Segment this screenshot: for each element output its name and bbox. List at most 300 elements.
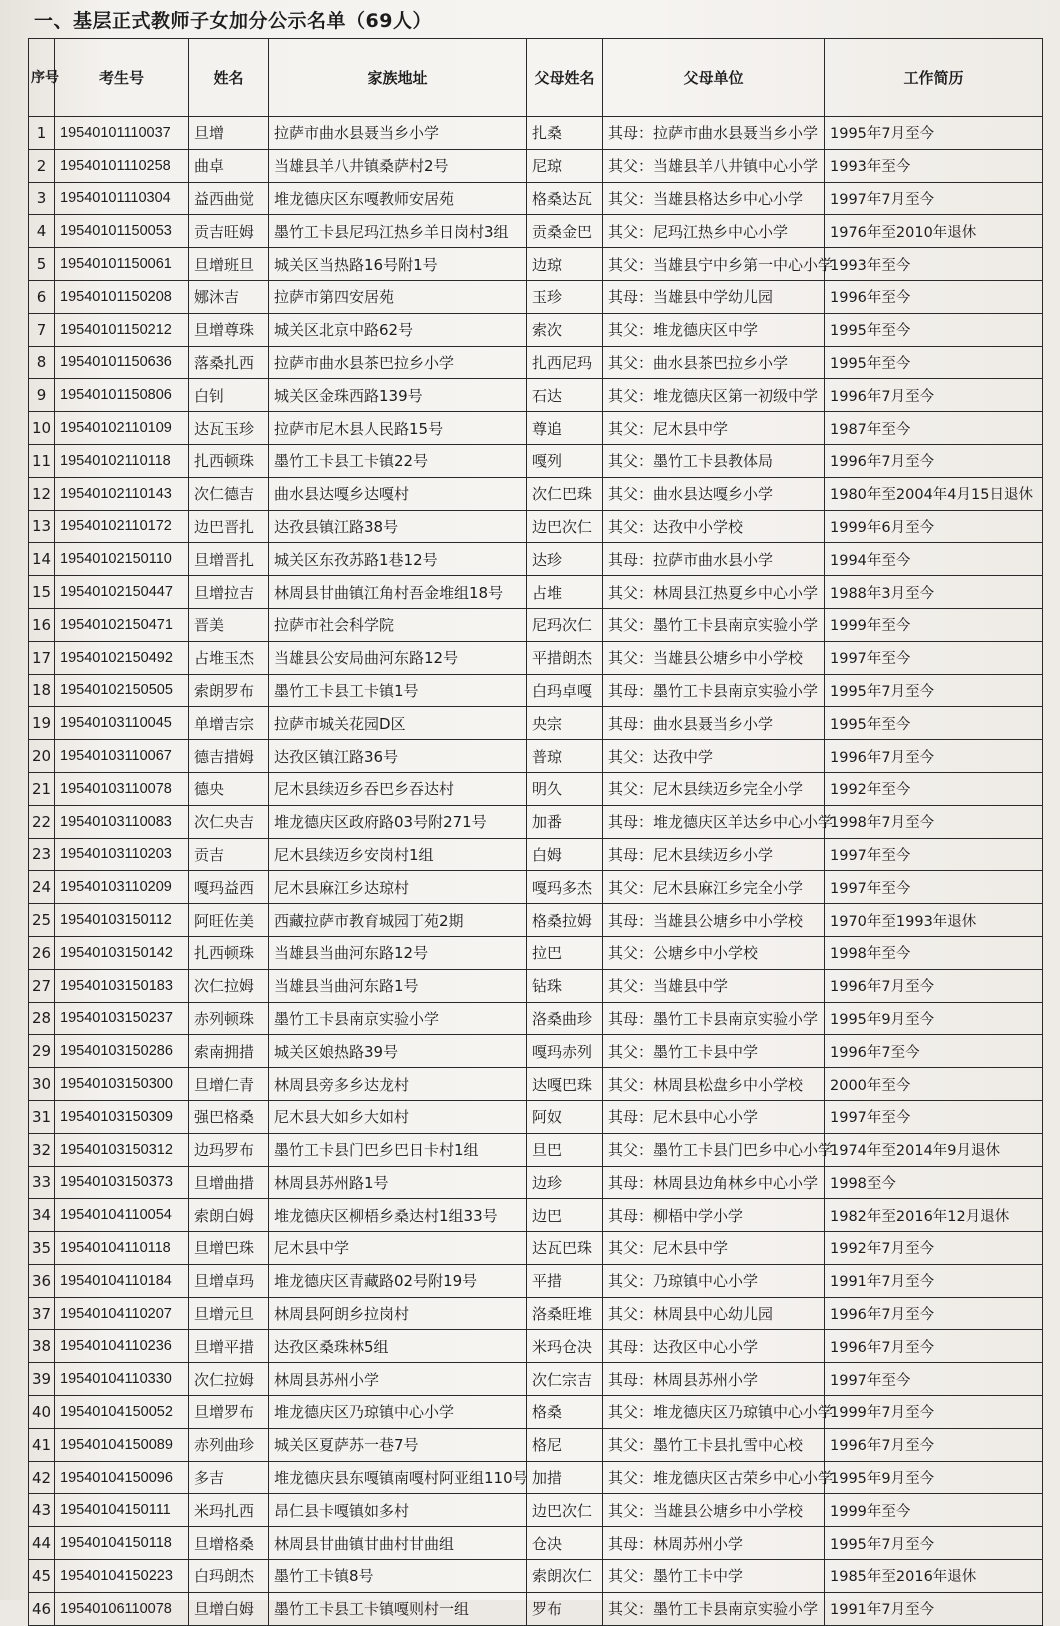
cell-parent-unit: 其父：曲水县达嘎乡小学 xyxy=(603,477,825,510)
cell-name: 次仁拉姆 xyxy=(189,1363,269,1396)
cell-parent-name: 嘎玛赤列 xyxy=(527,1035,603,1068)
cell-exam-id: 19540102150110 xyxy=(55,543,189,576)
cell-parent-unit: 其父：墨竹工卡中学 xyxy=(603,1560,825,1593)
cell-work-history: 1999年6月至今 xyxy=(825,510,1043,543)
cell-seq: 28 xyxy=(29,1002,55,1035)
cell-seq: 6 xyxy=(29,280,55,313)
cell-parent-name: 边巴 xyxy=(527,1199,603,1232)
cell-address: 曲水县达嘎乡达嘎村 xyxy=(269,477,527,510)
cell-parent-name: 贡桑金巴 xyxy=(527,215,603,248)
cell-name: 扎西顿珠 xyxy=(189,444,269,477)
cell-seq: 21 xyxy=(29,772,55,805)
cell-name: 娜沐吉 xyxy=(189,280,269,313)
cell-parent-name: 达嘎巴珠 xyxy=(527,1068,603,1101)
cell-seq: 29 xyxy=(29,1035,55,1068)
cell-address: 尼木县续迈乡安岗村1组 xyxy=(269,838,527,871)
cell-parent-name: 玉珍 xyxy=(527,280,603,313)
cell-exam-id: 19540104150223 xyxy=(55,1560,189,1593)
cell-name: 阿旺佐美 xyxy=(189,904,269,937)
cell-address: 当雄县公安局曲河东路12号 xyxy=(269,641,527,674)
cell-parent-name: 平措 xyxy=(527,1264,603,1297)
cell-exam-id: 19540103150142 xyxy=(55,936,189,969)
cell-seq: 11 xyxy=(29,444,55,477)
table-row xyxy=(29,740,1043,773)
cell-name: 占堆玉杰 xyxy=(189,641,269,674)
table-row xyxy=(29,346,1043,379)
cell-parent-unit: 其父：当雄县宁中乡第一中心小学 xyxy=(603,248,825,281)
cell-parent-name: 达瓦巴珠 xyxy=(527,1232,603,1265)
table-row xyxy=(29,772,1043,805)
cell-seq: 27 xyxy=(29,969,55,1002)
cell-work-history: 1970年至1993年退休 xyxy=(825,904,1043,937)
cell-name: 旦增白姆 xyxy=(189,1592,269,1625)
cell-address: 城关区娘热路39号 xyxy=(269,1035,527,1068)
cell-address: 墨竹工卡县门巴乡巴日卡村1组 xyxy=(269,1133,527,1166)
cell-name: 旦增巴珠 xyxy=(189,1232,269,1265)
cell-work-history: 1996年7月至今 xyxy=(825,1330,1043,1363)
cell-work-history: 1992年7月至今 xyxy=(825,1232,1043,1265)
table-row xyxy=(29,1068,1043,1101)
cell-name: 旦增罗布 xyxy=(189,1396,269,1429)
cell-address: 林周县阿朗乡拉岗村 xyxy=(269,1297,527,1330)
cell-exam-id: 19540103110209 xyxy=(55,871,189,904)
cell-name: 边玛罗布 xyxy=(189,1133,269,1166)
cell-name: 德吉措姆 xyxy=(189,740,269,773)
table-row xyxy=(29,1527,1043,1560)
cell-seq: 38 xyxy=(29,1330,55,1363)
cell-exam-id: 19540101150212 xyxy=(55,313,189,346)
cell-exam-id: 19540104110330 xyxy=(55,1363,189,1396)
cell-address: 墨竹工卡县工卡镇1号 xyxy=(269,674,527,707)
cell-parent-name: 达珍 xyxy=(527,543,603,576)
cell-address: 林周县苏州小学 xyxy=(269,1363,527,1396)
cell-exam-id: 19540104150096 xyxy=(55,1461,189,1494)
cell-address: 城关区北京中路62号 xyxy=(269,313,527,346)
cell-seq: 14 xyxy=(29,543,55,576)
cell-address: 堆龙德庆区政府路03号附271号 xyxy=(269,805,527,838)
cell-name: 强巴格桑 xyxy=(189,1100,269,1133)
cell-parent-name: 索次 xyxy=(527,313,603,346)
cell-name: 落桑扎西 xyxy=(189,346,269,379)
cell-work-history: 1997年至今 xyxy=(825,1363,1043,1396)
cell-work-history: 1992年至今 xyxy=(825,772,1043,805)
cell-parent-name: 占堆 xyxy=(527,576,603,609)
cell-parent-unit: 其父：当雄县公塘乡中小学校 xyxy=(603,1494,825,1527)
cell-address: 林周县旁多乡达龙村 xyxy=(269,1068,527,1101)
cell-exam-id: 19540101150806 xyxy=(55,379,189,412)
cell-address: 达孜县镇江路38号 xyxy=(269,510,527,543)
cell-name: 达瓦玉珍 xyxy=(189,412,269,445)
cell-seq: 39 xyxy=(29,1363,55,1396)
cell-exam-id: 19540102110109 xyxy=(55,412,189,445)
table-row xyxy=(29,1199,1043,1232)
cell-seq: 25 xyxy=(29,904,55,937)
cell-seq: 40 xyxy=(29,1396,55,1429)
cell-address: 西藏拉萨市教育城园丁苑2期 xyxy=(269,904,527,937)
header-parent-unit: 父母单位 xyxy=(603,39,825,117)
cell-exam-id: 19540102150505 xyxy=(55,674,189,707)
cell-parent-unit: 其母：当雄县中学幼儿园 xyxy=(603,280,825,313)
cell-work-history: 1996年7月至今 xyxy=(825,444,1043,477)
table-row xyxy=(29,969,1043,1002)
cell-work-history: 1993年至今 xyxy=(825,149,1043,182)
cell-address: 墨竹工卡县工卡镇22号 xyxy=(269,444,527,477)
table-row xyxy=(29,805,1043,838)
cell-name: 旦增平措 xyxy=(189,1330,269,1363)
table-row xyxy=(29,444,1043,477)
cell-parent-unit: 其母：尼木县续迈乡小学 xyxy=(603,838,825,871)
cell-work-history: 1974年至2014年9月退休 xyxy=(825,1133,1043,1166)
cell-seq: 22 xyxy=(29,805,55,838)
cell-parent-unit: 其父：墨竹工卡县教体局 xyxy=(603,444,825,477)
cell-name: 旦增 xyxy=(189,117,269,150)
cell-exam-id: 19540102110143 xyxy=(55,477,189,510)
cell-work-history: 1988年3月至今 xyxy=(825,576,1043,609)
cell-name: 曲卓 xyxy=(189,149,269,182)
cell-work-history: 1991年7月至今 xyxy=(825,1592,1043,1625)
cell-work-history: 1998至今 xyxy=(825,1166,1043,1199)
cell-parent-name: 索朗次仁 xyxy=(527,1560,603,1593)
table-row xyxy=(29,477,1043,510)
cell-seq: 16 xyxy=(29,608,55,641)
cell-address: 堆龙德庆县东嘎镇南嘎村阿亚组110号 xyxy=(269,1461,527,1494)
cell-seq: 34 xyxy=(29,1199,55,1232)
table-row xyxy=(29,1100,1043,1133)
table-row xyxy=(29,215,1043,248)
cell-parent-unit: 其父：尼木县麻江乡完全小学 xyxy=(603,871,825,904)
cell-parent-unit: 其父：当雄县中学 xyxy=(603,969,825,1002)
cell-work-history: 1998年至今 xyxy=(825,936,1043,969)
cell-seq: 2 xyxy=(29,149,55,182)
cell-address: 林周县苏州路1号 xyxy=(269,1166,527,1199)
cell-seq: 42 xyxy=(29,1461,55,1494)
cell-seq: 20 xyxy=(29,740,55,773)
cell-work-history: 1997年至今 xyxy=(825,1100,1043,1133)
cell-name: 扎西顿珠 xyxy=(189,936,269,969)
cell-seq: 41 xyxy=(29,1428,55,1461)
cell-parent-name: 白玛卓嘎 xyxy=(527,674,603,707)
cell-parent-unit: 其母：林周县苏州小学 xyxy=(603,1363,825,1396)
cell-exam-id: 19540103150237 xyxy=(55,1002,189,1035)
cell-work-history: 1994年至今 xyxy=(825,543,1043,576)
cell-address: 达孜区镇江路36号 xyxy=(269,740,527,773)
cell-address: 墨竹工卡县工卡镇嘎则村一组 xyxy=(269,1592,527,1625)
table-row xyxy=(29,1297,1043,1330)
cell-exam-id: 19540104110236 xyxy=(55,1330,189,1363)
cell-name: 旦增元旦 xyxy=(189,1297,269,1330)
table-row xyxy=(29,1330,1043,1363)
cell-parent-name: 格尼 xyxy=(527,1428,603,1461)
cell-work-history: 1982年至2016年12月退休 xyxy=(825,1199,1043,1232)
header-exam-id: 考生号 xyxy=(55,39,189,117)
cell-work-history: 1993年至今 xyxy=(825,248,1043,281)
cell-seq: 44 xyxy=(29,1527,55,1560)
cell-parent-name: 拉巴 xyxy=(527,936,603,969)
cell-name: 嘎玛益西 xyxy=(189,871,269,904)
cell-address: 城关区金珠西路139号 xyxy=(269,379,527,412)
cell-name: 旦增尊珠 xyxy=(189,313,269,346)
header-parent-name: 父母姓名 xyxy=(527,39,603,117)
cell-work-history: 1985年至2016年退休 xyxy=(825,1560,1043,1593)
cell-address: 当雄县当曲河东路12号 xyxy=(269,936,527,969)
table-row xyxy=(29,707,1043,740)
cell-exam-id: 19540103110203 xyxy=(55,838,189,871)
cell-parent-name: 加番 xyxy=(527,805,603,838)
cell-exam-id: 19540102150492 xyxy=(55,641,189,674)
cell-name: 索朗白姆 xyxy=(189,1199,269,1232)
cell-parent-unit: 其父：堆龙德庆区中学 xyxy=(603,313,825,346)
table-row xyxy=(29,641,1043,674)
cell-exam-id: 19540103110045 xyxy=(55,707,189,740)
cell-parent-unit: 其母：拉萨市曲水县小学 xyxy=(603,543,825,576)
table-row xyxy=(29,674,1043,707)
cell-work-history: 1999年至今 xyxy=(825,1494,1043,1527)
cell-parent-unit: 其母：墨竹工卡县南京实验小学 xyxy=(603,1002,825,1035)
cell-parent-name: 边珍 xyxy=(527,1166,603,1199)
cell-exam-id: 19540101110304 xyxy=(55,182,189,215)
cell-parent-unit: 其母：曲水县聂当乡小学 xyxy=(603,707,825,740)
cell-parent-unit: 其父：尼木县中学 xyxy=(603,412,825,445)
table-row xyxy=(29,182,1043,215)
table-header-row xyxy=(29,39,1043,117)
cell-address: 达孜区桑珠林5组 xyxy=(269,1330,527,1363)
cell-parent-name: 格桑 xyxy=(527,1396,603,1429)
cell-seq: 18 xyxy=(29,674,55,707)
cell-parent-unit: 其父：尼木县续迈乡完全小学 xyxy=(603,772,825,805)
cell-seq: 30 xyxy=(29,1068,55,1101)
cell-work-history: 1995年7月至今 xyxy=(825,117,1043,150)
cell-address: 堆龙德庆区柳梧乡桑达村1组33号 xyxy=(269,1199,527,1232)
cell-parent-name: 边巴次仁 xyxy=(527,510,603,543)
cell-parent-unit: 其父：当雄县羊八井镇中心小学 xyxy=(603,149,825,182)
cell-parent-unit: 其母：墨竹工卡县南京实验小学 xyxy=(603,674,825,707)
cell-seq: 24 xyxy=(29,871,55,904)
table-row xyxy=(29,608,1043,641)
cell-parent-unit: 其父：当雄县格达乡中心小学 xyxy=(603,182,825,215)
cell-address: 拉萨市第四安居苑 xyxy=(269,280,527,313)
cell-name: 赤列曲珍 xyxy=(189,1428,269,1461)
cell-work-history: 1996年7月至今 xyxy=(825,1297,1043,1330)
cell-parent-unit: 其母：当雄县公塘乡中小学校 xyxy=(603,904,825,937)
cell-address: 拉萨市社会科学院 xyxy=(269,608,527,641)
cell-parent-name: 旦巴 xyxy=(527,1133,603,1166)
cell-address: 堆龙德庆区乃琼镇中心小学 xyxy=(269,1396,527,1429)
cell-parent-name: 央宗 xyxy=(527,707,603,740)
cell-seq: 36 xyxy=(29,1264,55,1297)
cell-seq: 19 xyxy=(29,707,55,740)
cell-exam-id: 19540103110067 xyxy=(55,740,189,773)
cell-exam-id: 19540101150061 xyxy=(55,248,189,281)
cell-name: 次仁拉姆 xyxy=(189,969,269,1002)
cell-exam-id: 19540103110083 xyxy=(55,805,189,838)
cell-seq: 46 xyxy=(29,1592,55,1625)
cell-parent-name: 边巴次仁 xyxy=(527,1494,603,1527)
table-row xyxy=(29,510,1043,543)
cell-parent-unit: 其父：墨竹工卡县门巴乡中心小学 xyxy=(603,1133,825,1166)
cell-address: 当雄县羊八井镇桑萨村2号 xyxy=(269,149,527,182)
table-row xyxy=(29,1002,1043,1035)
cell-seq: 33 xyxy=(29,1166,55,1199)
cell-exam-id: 19540101150636 xyxy=(55,346,189,379)
cell-work-history: 1995年9月至今 xyxy=(825,1002,1043,1035)
cell-name: 旦增卓玛 xyxy=(189,1264,269,1297)
cell-work-history: 1999年7月至今 xyxy=(825,1396,1043,1429)
cell-address: 墨竹工卡县尼玛江热乡羊日岗村3组 xyxy=(269,215,527,248)
cell-parent-unit: 其母：柳梧中学小学 xyxy=(603,1199,825,1232)
cell-address: 拉萨市曲水县聂当乡小学 xyxy=(269,117,527,150)
cell-parent-name: 尼琼 xyxy=(527,149,603,182)
cell-exam-id: 19540102110172 xyxy=(55,510,189,543)
cell-exam-id: 19540103150286 xyxy=(55,1035,189,1068)
cell-parent-name: 仓决 xyxy=(527,1527,603,1560)
cell-exam-id: 19540103110078 xyxy=(55,772,189,805)
table-row xyxy=(29,543,1043,576)
cell-exam-id: 19540103150300 xyxy=(55,1068,189,1101)
cell-address: 尼木县大如乡大如村 xyxy=(269,1100,527,1133)
table-row xyxy=(29,871,1043,904)
cell-exam-id: 19540104110118 xyxy=(55,1232,189,1265)
cell-parent-unit: 其父：墨竹工卡县南京实验小学 xyxy=(603,608,825,641)
cell-name: 德央 xyxy=(189,772,269,805)
cell-name: 旦增拉吉 xyxy=(189,576,269,609)
cell-seq: 17 xyxy=(29,641,55,674)
cell-work-history: 2000年至今 xyxy=(825,1068,1043,1101)
cell-work-history: 1997年至今 xyxy=(825,641,1043,674)
cell-name: 索南拥措 xyxy=(189,1035,269,1068)
cell-address: 拉萨市曲水县茶巴拉乡小学 xyxy=(269,346,527,379)
cell-parent-unit: 其父：曲水县茶巴拉乡小学 xyxy=(603,346,825,379)
table-row xyxy=(29,1264,1043,1297)
cell-work-history: 1995年7月至今 xyxy=(825,1527,1043,1560)
cell-exam-id: 19540102150471 xyxy=(55,608,189,641)
cell-name: 旦增格桑 xyxy=(189,1527,269,1560)
cell-address: 城关区东孜苏路1巷12号 xyxy=(269,543,527,576)
cell-name: 晋美 xyxy=(189,608,269,641)
cell-exam-id: 19540101150053 xyxy=(55,215,189,248)
cell-exam-id: 19540103150112 xyxy=(55,904,189,937)
cell-work-history: 1998年7月至今 xyxy=(825,805,1043,838)
cell-exam-id: 19540104110207 xyxy=(55,1297,189,1330)
cell-parent-name: 尼玛次仁 xyxy=(527,608,603,641)
cell-parent-name: 阿奴 xyxy=(527,1100,603,1133)
cell-exam-id: 19540103150373 xyxy=(55,1166,189,1199)
table-row xyxy=(29,1166,1043,1199)
cell-seq: 31 xyxy=(29,1100,55,1133)
cell-parent-name: 格桑拉姆 xyxy=(527,904,603,937)
cell-work-history: 1995年7月至今 xyxy=(825,674,1043,707)
cell-seq: 1 xyxy=(29,117,55,150)
cell-parent-name: 明久 xyxy=(527,772,603,805)
cell-seq: 9 xyxy=(29,379,55,412)
cell-parent-unit: 其父：墨竹工卡县中学 xyxy=(603,1035,825,1068)
cell-name: 次仁德吉 xyxy=(189,477,269,510)
cell-seq: 7 xyxy=(29,313,55,346)
cell-seq: 5 xyxy=(29,248,55,281)
cell-parent-unit: 其母：拉萨市曲水县聂当乡小学 xyxy=(603,117,825,150)
cell-work-history: 1995年至今 xyxy=(825,346,1043,379)
cell-work-history: 1996年至今 xyxy=(825,280,1043,313)
table-row xyxy=(29,280,1043,313)
cell-name: 索朗罗布 xyxy=(189,674,269,707)
table-row xyxy=(29,149,1043,182)
table-row xyxy=(29,117,1043,150)
cell-exam-id: 19540104110054 xyxy=(55,1199,189,1232)
cell-work-history: 1997年至今 xyxy=(825,871,1043,904)
cell-seq: 13 xyxy=(29,510,55,543)
cell-exam-id: 19540102110118 xyxy=(55,444,189,477)
cell-exam-id: 19540104150052 xyxy=(55,1396,189,1429)
cell-name: 边巴晋扎 xyxy=(189,510,269,543)
table-row xyxy=(29,838,1043,871)
cell-parent-unit: 其父：堆龙德庆区乃琼镇中心小学 xyxy=(603,1396,825,1429)
cell-parent-name: 边琼 xyxy=(527,248,603,281)
table-row xyxy=(29,1428,1043,1461)
header-address: 家族地址 xyxy=(269,39,527,117)
page-title: 一、基层正式教师子女加分公示名单（69人） xyxy=(34,10,432,32)
cell-name: 单增吉宗 xyxy=(189,707,269,740)
cell-name: 旦增晋扎 xyxy=(189,543,269,576)
cell-work-history: 1995年至今 xyxy=(825,313,1043,346)
cell-exam-id: 19540104110184 xyxy=(55,1264,189,1297)
table-row xyxy=(29,1133,1043,1166)
cell-address: 尼木县续迈乡吞巴乡吞达村 xyxy=(269,772,527,805)
table-row xyxy=(29,1461,1043,1494)
cell-parent-name: 钻珠 xyxy=(527,969,603,1002)
cell-seq: 32 xyxy=(29,1133,55,1166)
cell-parent-name: 罗布 xyxy=(527,1592,603,1625)
cell-parent-unit: 其父：公塘乡中小学校 xyxy=(603,936,825,969)
cell-work-history: 1997年7月至今 xyxy=(825,182,1043,215)
cell-work-history: 1995年9月至今 xyxy=(825,1461,1043,1494)
cell-parent-name: 嘎玛多杰 xyxy=(527,871,603,904)
cell-exam-id: 19540102150447 xyxy=(55,576,189,609)
cell-address: 昂仁县卡嘎镇如多村 xyxy=(269,1494,527,1527)
cell-seq: 37 xyxy=(29,1297,55,1330)
cell-address: 拉萨市城关花园D区 xyxy=(269,707,527,740)
table-row xyxy=(29,904,1043,937)
cell-parent-name: 尊追 xyxy=(527,412,603,445)
table-row xyxy=(29,1494,1043,1527)
cell-name: 次仁央吉 xyxy=(189,805,269,838)
cell-seq: 12 xyxy=(29,477,55,510)
cell-address: 墨竹工卡县南京实验小学 xyxy=(269,1002,527,1035)
cell-parent-unit: 其母：堆龙德庆区羊达乡中心小学 xyxy=(603,805,825,838)
cell-parent-unit: 其父：尼玛江热乡中心小学 xyxy=(603,215,825,248)
cell-work-history: 1991年7月至今 xyxy=(825,1264,1043,1297)
table-row xyxy=(29,576,1043,609)
cell-work-history: 1996年7月至今 xyxy=(825,379,1043,412)
cell-address: 尼木县中学 xyxy=(269,1232,527,1265)
cell-work-history: 1996年7月至今 xyxy=(825,1428,1043,1461)
cell-parent-unit: 其父：达孜中小学校 xyxy=(603,510,825,543)
cell-name: 益西曲觉 xyxy=(189,182,269,215)
cell-address: 林周县甘曲镇江角村吾金堆组18号 xyxy=(269,576,527,609)
cell-parent-unit: 其母：尼木县中心小学 xyxy=(603,1100,825,1133)
cell-name: 赤列顿珠 xyxy=(189,1002,269,1035)
cell-seq: 15 xyxy=(29,576,55,609)
cell-seq: 10 xyxy=(29,412,55,445)
cell-work-history: 1997年至今 xyxy=(825,838,1043,871)
cell-seq: 43 xyxy=(29,1494,55,1527)
cell-parent-unit: 其父：达孜中学 xyxy=(603,740,825,773)
cell-parent-unit: 其父：墨竹工卡县南京实验小学 xyxy=(603,1592,825,1625)
cell-parent-unit: 其父：当雄县公塘乡中小学校 xyxy=(603,641,825,674)
cell-work-history: 1976年至2010年退休 xyxy=(825,215,1043,248)
cell-work-history: 1980年至2004年4月15日退休 xyxy=(825,477,1043,510)
cell-parent-name: 石达 xyxy=(527,379,603,412)
cell-address: 拉萨市尼木县人民路15号 xyxy=(269,412,527,445)
cell-parent-name: 洛桑曲珍 xyxy=(527,1002,603,1035)
